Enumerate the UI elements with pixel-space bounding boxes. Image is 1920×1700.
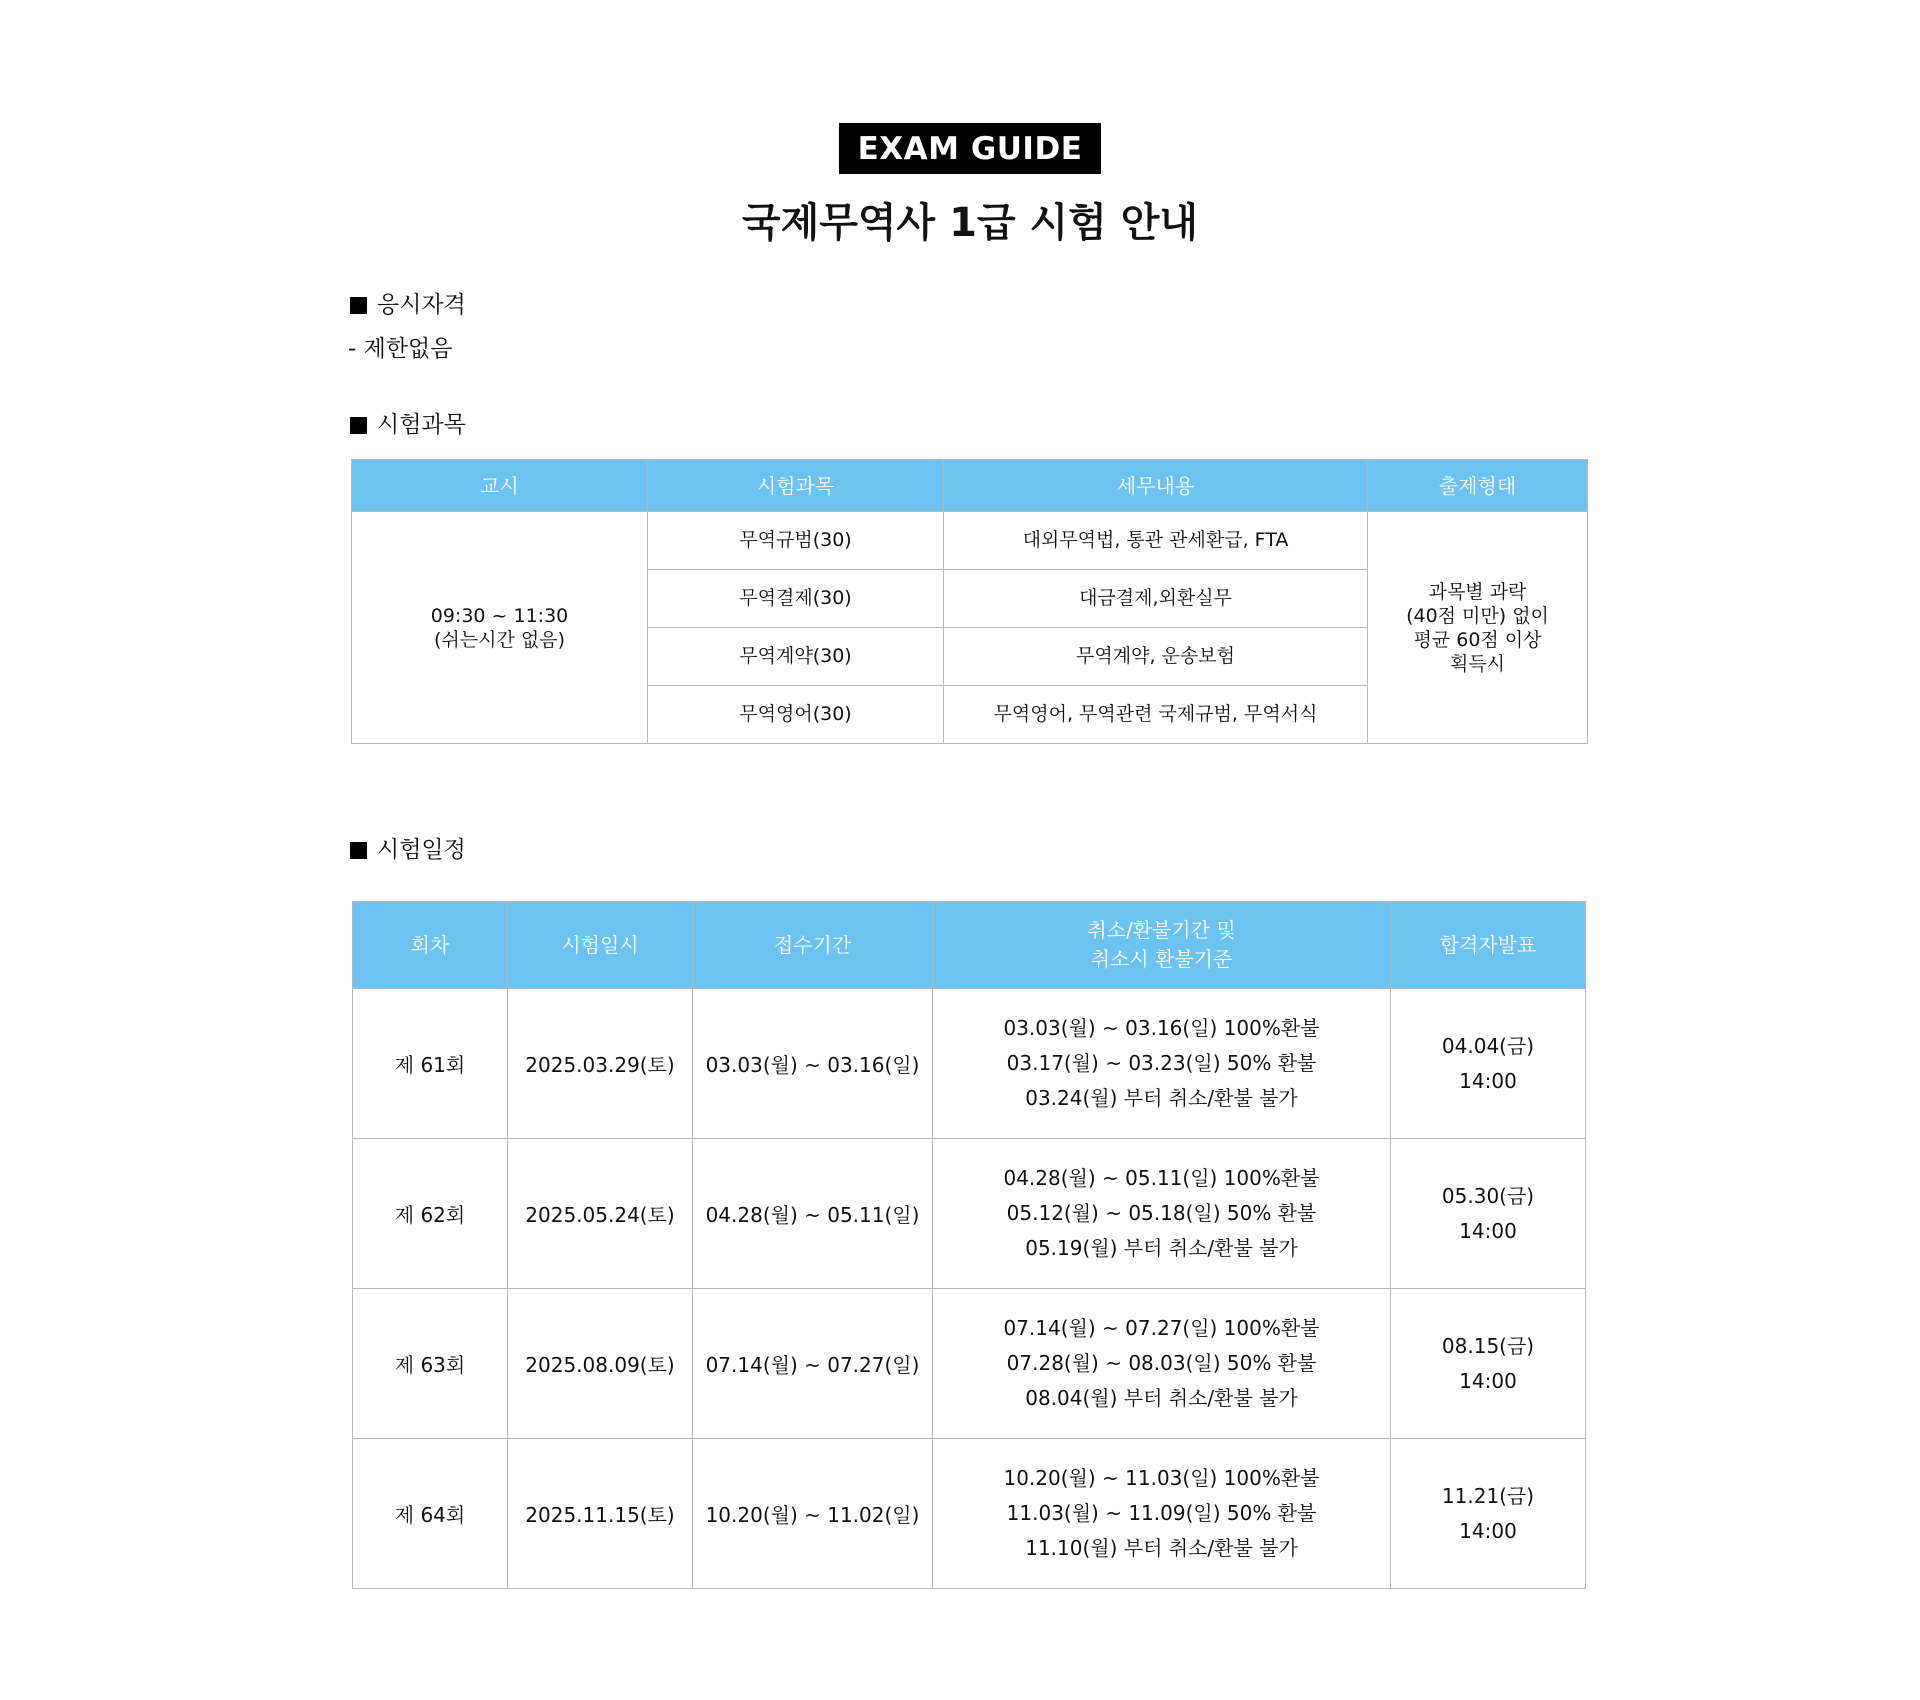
content-cell: 대금결제,외환실무 — [944, 570, 1368, 628]
refund-cell — [933, 1439, 1391, 1589]
refund-line: 07.14(월) ~ 07.27(일) 100%환불 — [1003, 1316, 1320, 1340]
content-cell: 무역계약, 운송보험 — [944, 628, 1368, 686]
table-row — [353, 1139, 1586, 1289]
round-cell: 제 64회 — [353, 1439, 508, 1589]
refund-line: 05.12(월) ~ 05.18(일) 50% 환불 — [1006, 1201, 1317, 1225]
refund-line: 07.28(월) ~ 08.03(일) 50% 환불 — [1006, 1351, 1317, 1375]
refund-line: 03.24(월) 부터 취소/환불 불가 — [1025, 1086, 1298, 1110]
qualification-heading-label: 응시자격 — [377, 292, 466, 318]
result-cell — [1391, 1289, 1586, 1439]
refund-cell — [933, 989, 1391, 1139]
result-date: 08.15(금) — [1441, 1333, 1535, 1358]
table-row — [353, 989, 1586, 1139]
result-cell — [1391, 1439, 1586, 1589]
registration-cell: 03.03(월) ~ 03.16(일) — [693, 989, 933, 1139]
refund-line: 11.03(월) ~ 11.09(일) 50% 환불 — [1006, 1501, 1317, 1525]
table-row — [353, 1289, 1586, 1439]
registration-cell: 10.20(월) ~ 11.02(일) — [693, 1439, 933, 1589]
refund-line: 03.03(월) ~ 03.16(일) 100%환불 — [1003, 1016, 1320, 1040]
subject-cell: 무역영어(30) — [648, 686, 944, 744]
subjects-table — [351, 459, 1588, 744]
round-cell: 제 61회 — [353, 989, 508, 1139]
result-date: 05.30(금) — [1441, 1183, 1535, 1208]
header-refund-line: 취소시 환불기준 — [1090, 947, 1233, 971]
header-format: 출제형태 — [1368, 460, 1588, 512]
subject-cell: 무역계약(30) — [648, 628, 944, 686]
header-result: 합격자발표 — [1391, 902, 1586, 989]
subjects-heading — [350, 410, 466, 440]
format-line: (40점 미만) 없이 — [1406, 604, 1549, 627]
format-line: 획득시 — [1449, 652, 1506, 675]
header-date: 시험일시 — [508, 902, 693, 989]
date-cell: 2025.05.24(토) — [508, 1139, 693, 1289]
format-cell — [1368, 512, 1588, 744]
result-time: 14:00 — [1459, 1518, 1517, 1543]
refund-line: 11.10(월) 부터 취소/환불 불가 — [1025, 1536, 1298, 1560]
table-header-row — [353, 902, 1586, 989]
header-period: 교시 — [352, 460, 648, 512]
period-time: 09:30 ~ 11:30 — [430, 604, 569, 627]
subject-cell: 무역결제(30) — [648, 570, 944, 628]
date-cell: 2025.08.09(토) — [508, 1289, 693, 1439]
result-cell — [1391, 1139, 1586, 1289]
result-time: 14:00 — [1459, 1068, 1517, 1093]
bullet-square-icon — [350, 297, 367, 314]
bullet-square-icon — [350, 842, 367, 859]
registration-cell: 04.28(월) ~ 05.11(일) — [693, 1139, 933, 1289]
result-time: 14:00 — [1459, 1218, 1517, 1243]
qualification-text: - 제한없음 — [348, 336, 453, 362]
header-content: 세무내용 — [944, 460, 1368, 512]
refund-line: 03.17(월) ~ 03.23(일) 50% 환불 — [1006, 1051, 1317, 1075]
schedule-table — [352, 901, 1586, 1589]
date-cell: 2025.03.29(토) — [508, 989, 693, 1139]
refund-cell — [933, 1289, 1391, 1439]
bullet-square-icon — [350, 417, 367, 434]
refund-line: 04.28(월) ~ 05.11(일) 100%환불 — [1003, 1166, 1320, 1190]
header-subject: 시험과목 — [648, 460, 944, 512]
content-cell: 무역영어, 무역관련 국제규범, 무역서식 — [944, 686, 1368, 744]
table-row — [352, 512, 1588, 570]
registration-cell: 07.14(월) ~ 07.27(일) — [693, 1289, 933, 1439]
header-refund-line: 취소/환불기간 및 — [1087, 918, 1236, 942]
refund-line: 08.04(월) 부터 취소/환불 불가 — [1025, 1386, 1298, 1410]
subjects-heading-label: 시험과목 — [377, 412, 466, 438]
header-refund — [933, 902, 1391, 989]
qualification-heading — [350, 290, 466, 320]
content-cell: 대외무역법, 통관 관세환급, FTA — [944, 512, 1368, 570]
refund-line: 10.20(월) ~ 11.03(일) 100%환불 — [1003, 1466, 1320, 1490]
result-date: 04.04(금) — [1441, 1033, 1535, 1058]
round-cell: 제 63회 — [353, 1289, 508, 1439]
refund-line: 05.19(월) 부터 취소/환불 불가 — [1025, 1236, 1298, 1260]
subject-cell: 무역규범(30) — [648, 512, 944, 570]
period-note: (쉬는시간 없음) — [434, 628, 565, 651]
date-cell: 2025.11.15(토) — [508, 1439, 693, 1589]
period-cell — [352, 512, 648, 744]
result-time: 14:00 — [1459, 1368, 1517, 1393]
table-row — [353, 1439, 1586, 1589]
format-line: 과목별 과락 — [1428, 580, 1527, 603]
refund-cell — [933, 1139, 1391, 1289]
header-registration: 접수기간 — [693, 902, 933, 989]
result-cell — [1391, 989, 1586, 1139]
page-title: 국제무역사 1급 시험 안내 — [741, 200, 1198, 246]
schedule-heading — [350, 835, 466, 865]
schedule-heading-label: 시험일정 — [377, 837, 466, 863]
exam-guide-badge: EXAM GUIDE — [839, 123, 1101, 174]
table-header-row — [352, 460, 1588, 512]
round-cell: 제 62회 — [353, 1139, 508, 1289]
header-round: 회차 — [353, 902, 508, 989]
result-date: 11.21(금) — [1441, 1483, 1535, 1508]
format-line: 평균 60점 이상 — [1413, 628, 1542, 651]
